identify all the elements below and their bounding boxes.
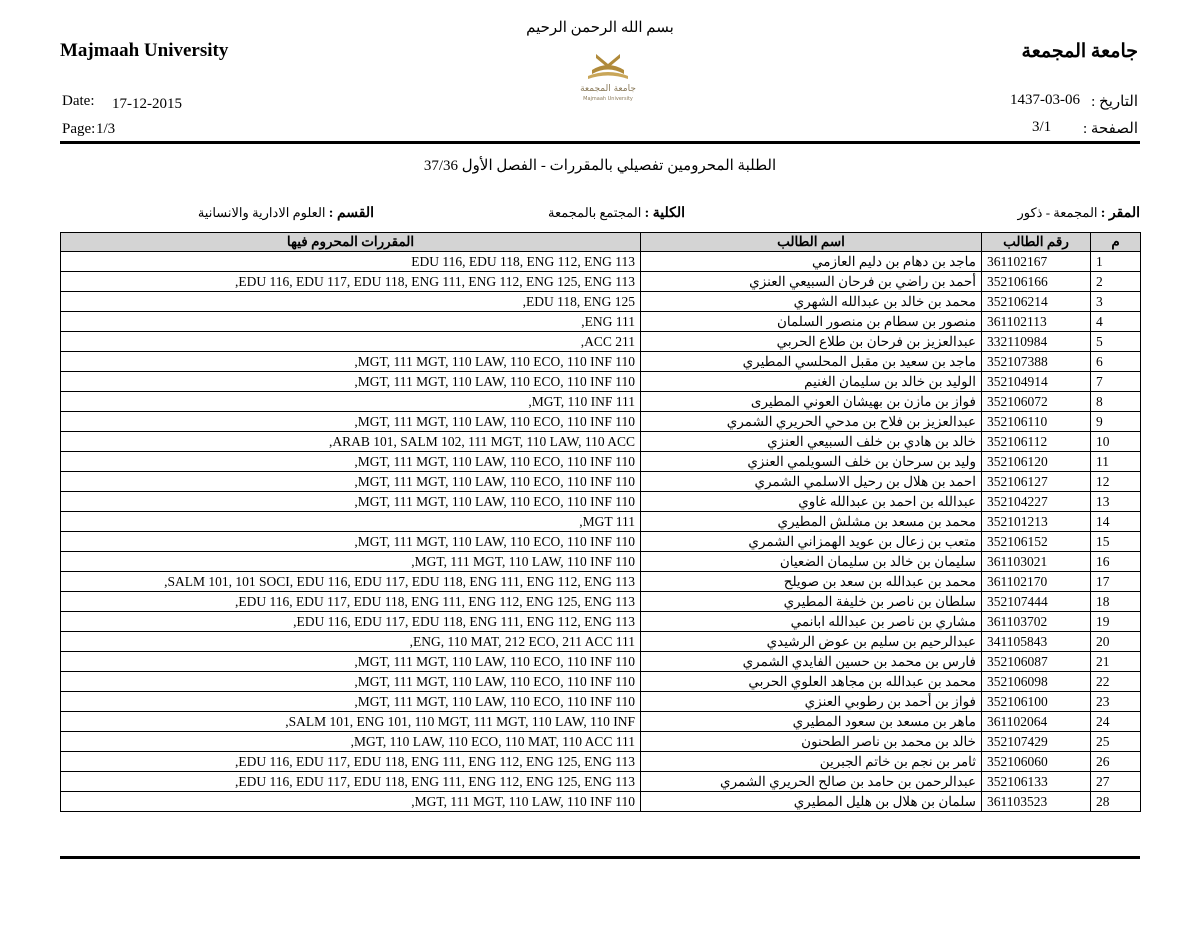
department-field [198,205,374,222]
courses-cell: ,MGT, 111 MGT, 110 LAW, 110 ECO, 110 INF 110 [61,652,641,672]
student-id-cell: 352106110 [982,412,1091,432]
footer-divider [60,856,1140,859]
table-row [61,612,1141,632]
courses-cell: ,MGT, 111 MGT, 110 LAW, 110 ECO, 110 INF 110 [61,672,641,692]
student-name-cell: متعب بن زعال بن عويد الهمزاني الشمري [641,532,982,552]
department-label: القسم : [328,206,374,221]
student-name-cell: الوليد بن خالد بن سليمان الغنيم [641,372,982,392]
student-id-cell: 352104227 [982,492,1091,512]
row-number-cell: 9 [1091,412,1141,432]
row-number-cell: 21 [1091,652,1141,672]
hijri-date-label: التاريخ : [1091,94,1138,110]
student-name-cell: عبدالعزيز بن فلاح بن مدحي الحريري الشمري [641,412,982,432]
row-number-cell: 17 [1091,572,1141,592]
row-number-cell: 7 [1091,372,1141,392]
courses-cell: ,MGT, 111 MGT, 110 LAW, 110 ECO, 110 INF 110 [61,692,641,712]
row-number-cell: 22 [1091,672,1141,692]
student-name-cell: ماجد بن سعيد بن مقبل المحلسي المطيري [641,352,982,372]
table-row [61,432,1141,452]
courses-cell: ,EDU 116, EDU 117, EDU 118, ENG 111, ENG 112, ENG 125, ENG 113 [61,772,641,792]
student-name-cell: محمد بن خالد بن عبدالله الشهري [641,292,982,312]
courses-cell: ,EDU 116, EDU 117, EDU 118, ENG 111, ENG 112, ENG 125, ENG 113 [61,752,641,772]
row-number-cell: 26 [1091,752,1141,772]
student-id-cell: 361103702 [982,612,1091,632]
table-row [61,692,1141,712]
table-row [61,392,1141,412]
col-header-student-name: اسم الطالب [641,233,982,252]
student-id-cell: 352106100 [982,692,1091,712]
student-id-cell: 361102170 [982,572,1091,592]
courses-cell: ,SALM 101, ENG 101, 110 MGT, 111 MGT, 110 LAW, 110 INF [61,712,641,732]
col-header-student-id: رقم الطالب [982,233,1091,252]
courses-cell: ,EDU 118, ENG 125 [61,292,641,312]
ar-page-label: الصفحة : [1083,121,1138,137]
student-id-cell: 352106127 [982,472,1091,492]
table-row [61,532,1141,552]
row-number-cell: 14 [1091,512,1141,532]
row-number-cell: 28 [1091,792,1141,812]
hq-field [1017,205,1140,222]
table-row [61,452,1141,472]
row-number-cell: 11 [1091,452,1141,472]
courses-cell: ,MGT, 111 MGT, 110 LAW, 110 ECO, 110 INF 110 [61,372,641,392]
courses-cell: ,MGT, 111 MGT, 110 LAW, 110 ECO, 110 INF 110 [61,532,641,552]
department-value: العلوم الادارية والانسانية [197,205,326,220]
page-label: Page: [62,121,96,137]
row-number-cell: 16 [1091,552,1141,572]
student-id-cell: 352101213 [982,512,1091,532]
courses-cell: ,MGT, 110 LAW, 110 ECO, 110 MAT, 110 ACC 111 [61,732,641,752]
student-id-cell: 352106120 [982,452,1091,472]
student-id-cell: 361103523 [982,792,1091,812]
student-name-cell: سلمان بن هلال بن هليل المطيري [641,792,982,812]
row-number-cell: 15 [1091,532,1141,552]
student-id-cell: 352107429 [982,732,1091,752]
table-row [61,472,1141,492]
university-name-en: Majmaah University [60,40,229,61]
logo-text-ar: جامعة المجمعة [580,84,636,94]
table-row [61,732,1141,752]
courses-cell: ,EDU 116, EDU 117, EDU 118, ENG 111, ENG 112, ENG 113 [61,612,641,632]
table-row [61,592,1141,612]
student-name-cell: عبدالرحمن بن حامد بن صالح الحريري الشمري [641,772,982,792]
courses-cell: ,MGT 111 [61,512,641,532]
courses-cell: ,MGT, 111 MGT, 110 LAW, 110 ECO, 110 INF 110 [61,352,641,372]
student-id-cell: 352106112 [982,432,1091,452]
ar-page-value: 3/1 [1032,119,1052,135]
student-id-cell: 352106072 [982,392,1091,412]
courses-cell: ,SALM 101, 101 SOCI, EDU 116, EDU 117, EDU 118, ENG 111, ENG 112, ENG 113 [61,572,641,592]
student-id-cell: 361102167 [982,252,1091,272]
row-number-cell: 23 [1091,692,1141,712]
student-id-cell: 361102113 [982,312,1091,332]
row-number-cell: 10 [1091,432,1141,452]
hq-label: المقر : [1100,206,1140,221]
basmala: بسم الله الرحمن الرحيم [526,20,674,36]
student-id-cell: 352104914 [982,372,1091,392]
student-id-cell: 352107444 [982,592,1091,612]
date-value: 17-12-2015 [112,96,182,112]
student-id-cell: 352106152 [982,532,1091,552]
student-id-cell: 352106166 [982,272,1091,292]
courses-cell: ,MGT, 110 INF 111 [61,392,641,412]
student-name-cell: محمد بن عبدالله بن سعد بن صويلح [641,572,982,592]
student-name-cell: فواز بن أحمد بن رطوبي العنزي [641,692,982,712]
row-number-cell: 20 [1091,632,1141,652]
table-row [61,572,1141,592]
table-row [61,372,1141,392]
row-number-cell: 1 [1091,252,1141,272]
logo-text-en: Majmaah University [583,96,633,102]
row-number-cell: 27 [1091,772,1141,792]
student-id-cell: 361102064 [982,712,1091,732]
student-name-cell: عبدالرحيم بن سليم بن عوض الرشيدي [641,632,982,652]
col-header-no: م [1091,233,1141,252]
courses-cell: ,ARAB 101, SALM 102, 111 MGT, 110 LAW, 110 ACC [61,432,641,452]
student-id-cell: 352106087 [982,652,1091,672]
hq-value: المجمعة - ذكور [1017,205,1098,220]
row-number-cell: 8 [1091,392,1141,412]
table-row [61,492,1141,512]
table-row [61,332,1141,352]
table-row [61,552,1141,572]
courses-cell: ,MGT, 111 MGT, 110 LAW, 110 ECO, 110 INF 110 [61,412,641,432]
student-id-cell: 352106098 [982,672,1091,692]
student-id-cell: 352107388 [982,352,1091,372]
table-row [61,712,1141,732]
page-value: 1/3 [96,121,116,137]
table-row [61,672,1141,692]
table-row [61,292,1141,312]
student-id-cell: 341105843 [982,632,1091,652]
student-id-cell: 352106214 [982,292,1091,312]
courses-cell: ,ACC 211 [61,332,641,352]
college-value: المجتمع بالمجمعة [548,205,642,220]
row-number-cell: 6 [1091,352,1141,372]
student-name-cell: وليد بن سرحان بن خلف السويلمي العنزي [641,452,982,472]
table-row [61,312,1141,332]
date-label: Date: [62,93,95,109]
student-id-cell: 352106060 [982,752,1091,772]
table-row [61,412,1141,432]
student-name-cell: خالد بن محمد بن ناصر الطحنون [641,732,982,752]
table-row [61,792,1141,812]
student-name-cell: سليمان بن خالد بن سليمان الضعيان [641,552,982,572]
student-name-cell: منصور بن سطام بن منصور السلمان [641,312,982,332]
courses-cell: ,EDU 116, EDU 117, EDU 118, ENG 111, ENG 112, ENG 125, ENG 113 [61,272,641,292]
col-header-courses: المقررات المحروم فيها [61,233,641,252]
courses-cell: ,MGT, 111 MGT, 110 LAW, 110 ECO, 110 INF 110 [61,492,641,512]
student-name-cell: محمد بن مسعد بن مشلش المطيري [641,512,982,532]
university-logo [570,50,646,102]
row-number-cell: 24 [1091,712,1141,732]
table-row [61,252,1141,272]
table-row [61,652,1141,672]
table-body [61,252,1141,812]
student-name-cell: فواز بن مازن بن بهيشان العوني المطيرى [641,392,982,412]
student-name-cell: احمد بن هلال بن رحيل الاسلمي الشمري [641,472,982,492]
courses-cell: EDU 116, EDU 118, ENG 112, ENG 113 [61,252,641,272]
row-number-cell: 3 [1091,292,1141,312]
courses-cell: ,MGT, 111 MGT, 110 LAW, 110 INF 110 [61,792,641,812]
row-number-cell: 5 [1091,332,1141,352]
courses-cell: ,MGT, 111 MGT, 110 LAW, 110 ECO, 110 INF 110 [61,452,641,472]
student-name-cell: عبدالله بن احمد بن عبدالله غاوي [641,492,982,512]
table-row [61,352,1141,372]
courses-cell: ,MGT, 111 MGT, 110 LAW, 110 ECO, 110 INF 110 [61,472,641,492]
student-name-cell: عبدالعزيز بن فرحان بن طلاع الحربي [641,332,982,352]
report-title: الطلبة المحرومين تفصيلي بالمقررات - الفصل الأول 37/36 [423,158,777,174]
university-name-ar: جامعة المجمعة [1021,41,1138,62]
row-number-cell: 12 [1091,472,1141,492]
courses-cell: ,ENG, 110 MAT, 212 ECO, 211 ACC 111 [61,632,641,652]
courses-cell: ,ENG 111 [61,312,641,332]
row-number-cell: 2 [1091,272,1141,292]
student-name-cell: ماهر بن مسعد بن سعود المطيري [641,712,982,732]
student-name-cell: مشاري بن ناصر بن عبدالله ابانمي [641,612,982,632]
student-name-cell: محمد بن عبدالله بن مجاهد العلوي الحربي [641,672,982,692]
college-label: الكلية : [644,206,685,221]
table-row [61,752,1141,772]
table-row [61,772,1141,792]
table-row [61,632,1141,652]
table-row [61,512,1141,532]
header-divider [60,141,1140,144]
student-name-cell: أحمد بن راضي بن فرحان السبيعي العنزي [641,272,982,292]
student-name-cell: خالد بن هادي بن خلف السبيعي العنزي [641,432,982,452]
row-number-cell: 19 [1091,612,1141,632]
deprived-students-table [60,232,1141,812]
student-id-cell: 361103021 [982,552,1091,572]
table-header-row [61,233,1141,252]
hijri-date-value: 1437-03-06 [1010,92,1080,108]
student-id-cell: 332110984 [982,332,1091,352]
student-name-cell: ثامر بن نجم بن خاتم الجبرين [641,752,982,772]
row-number-cell: 18 [1091,592,1141,612]
college-field [548,205,685,222]
row-number-cell: 13 [1091,492,1141,512]
student-name-cell: سلطان بن ناصر بن خليفة المطيري [641,592,982,612]
student-name-cell: ماجد بن دهام بن دليم العازمي [641,252,982,272]
table-row [61,272,1141,292]
courses-cell: ,EDU 116, EDU 117, EDU 118, ENG 111, ENG 112, ENG 125, ENG 113 [61,592,641,612]
row-number-cell: 4 [1091,312,1141,332]
student-id-cell: 352106133 [982,772,1091,792]
student-name-cell: فارس بن محمد بن حسين الفايدي الشمري [641,652,982,672]
row-number-cell: 25 [1091,732,1141,752]
courses-cell: ,MGT, 111 MGT, 110 LAW, 110 INF 110 [61,552,641,572]
